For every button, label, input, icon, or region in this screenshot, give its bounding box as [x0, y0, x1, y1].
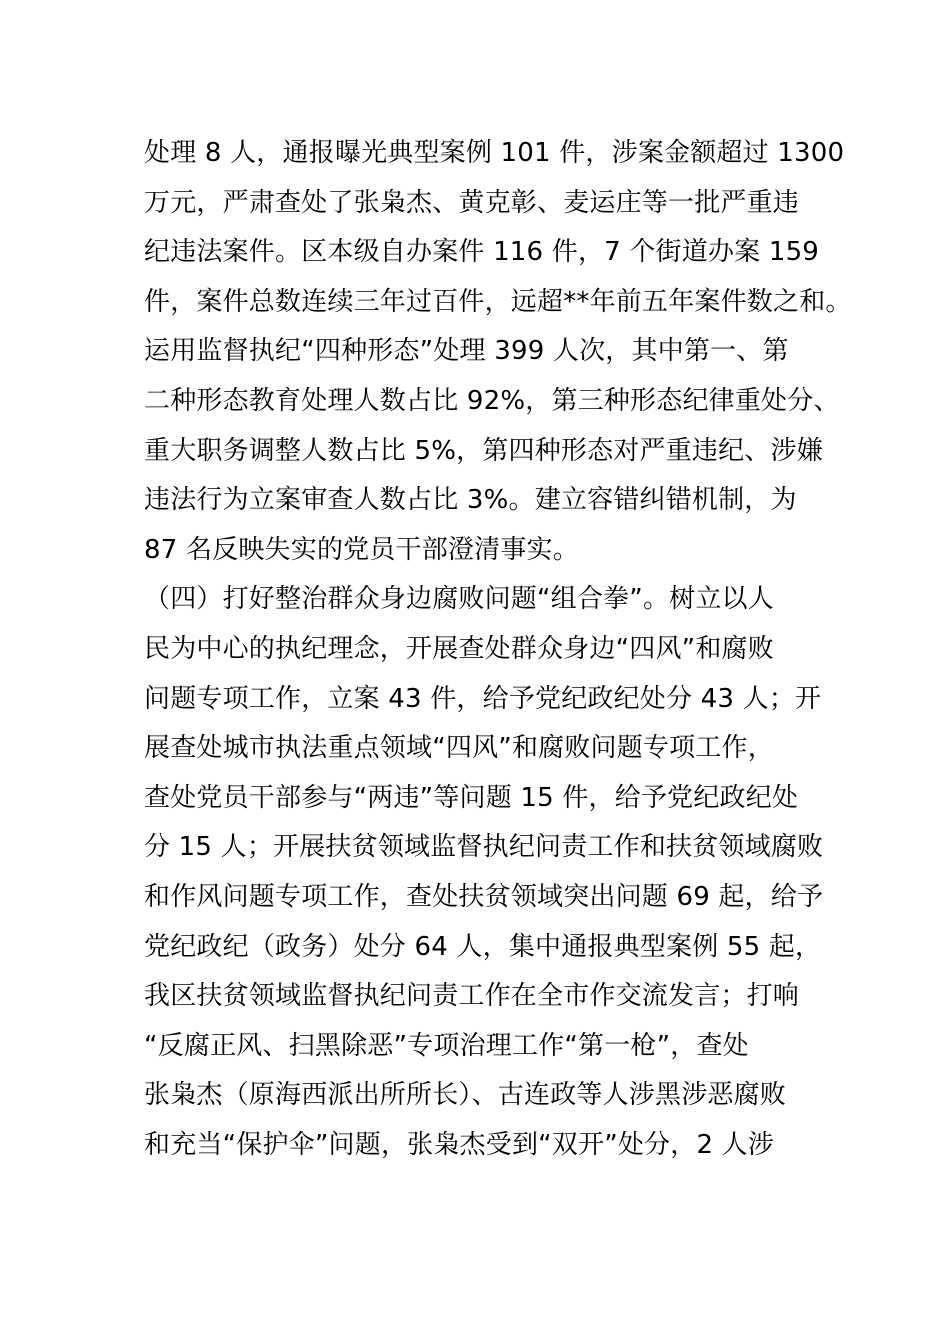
text-line: 党纪政纪（政务）处分 64 人，集中通报典型案例 55 起，: [144, 931, 822, 962]
section-heading-line: （四）打好整治群众身边腐败问题“组合拳”。树立以人: [144, 584, 774, 615]
text-line: 处理 8 人，通报曝光典型案例 101 件，涉案金额超过 1300: [144, 138, 845, 168]
text-line: 分 15 人；开展扶贫领域监督执纪问责工作和扶贫领域腐败: [144, 832, 824, 863]
text-line: 纪违法案件。区本级自办案件 116 件，7 个街道办案 159: [144, 237, 820, 268]
text-line: 二种形态教育处理人数占比 92%，第三种形态纪律重处分、: [144, 385, 840, 416]
text-line: 和充当“保护伞”问题，张枭杰受到“双开”处分，2 人涉: [144, 1129, 775, 1160]
text-line: 违法行为立案审查人数占比 3%。建立容错纠错机制，为: [144, 485, 797, 516]
text-line: 万元，严肃查处了张枭杰、黄克彰、麦运庄等一批严重违: [144, 187, 800, 218]
text-line: 和作风问题专项工作，查处扶贫领域突出问题 69 起，给予: [144, 881, 824, 912]
text-line: 查处党员干部参与“两违”等问题 15 件，给予党纪政纪处: [144, 782, 799, 813]
text-line: 件，案件总数连续三年过百件，远超**年前五年案件数之和。: [144, 286, 852, 317]
text-line: 我区扶贫领域监督执纪问责工作在全市作交流发言；打响: [144, 981, 800, 1012]
text-line: 87 名反映失实的党员干部澄清事实。: [144, 534, 579, 565]
text-line: “反腐正风、扫黑除恶”专项治理工作“第一枪”，查处: [144, 1030, 749, 1061]
text-line: 展查处城市执法重点领域“四风”和腐败问题专项工作，: [144, 733, 774, 764]
body-text: [144, 129, 852, 1170]
text-line: 张枭杰（原海西派出所所长）、古连政等人涉黑涉恶腐败: [144, 1080, 787, 1111]
text-line: 民为中心的执纪理念，开展查处群众身边“四风”和腐败: [144, 633, 774, 664]
text-line: 问题专项工作，立案 43 件，给予党纪政纪处分 43 人；开: [144, 683, 822, 714]
text-line: 运用监督执纪“四种形态”处理 399 人次，其中第一、第: [144, 336, 789, 367]
text-line: 重大职务调整人数占比 5%，第四种形态对严重违纪、涉嫌: [144, 435, 823, 466]
